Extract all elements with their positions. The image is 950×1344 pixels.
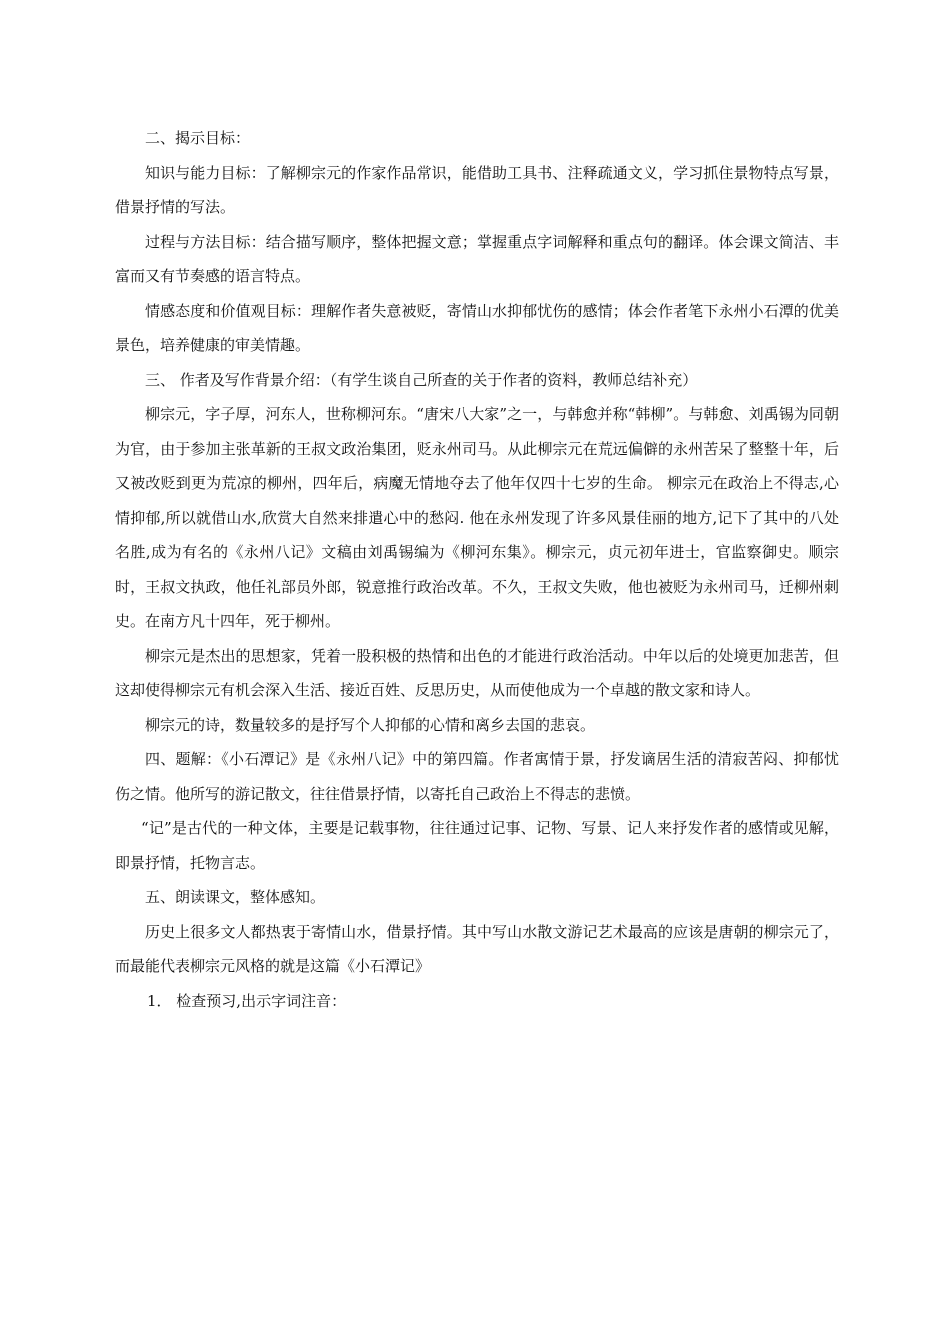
- paragraph-reading-intro: 历史上很多文人都热衷于寄情山水，借景抒情。其中写山水散文游记艺术最高的应该是唐朝的柳宗元了，而最能代表柳宗元风格的就是这篇《小石潭记》: [115, 922, 839, 975]
- paragraph-emotion-goal: 情感态度和价值观目标：理解作者失意被贬，寄情山水抑郁忧伤的感情；体会作者笔下永州小石潭的优美景色，培养健康的审美情趣。: [115, 301, 839, 354]
- list-item-preview-check: 1． 检查预习,出示字词注音：: [147, 991, 347, 1010]
- paragraph-author-bio: 柳宗元，字子厚，河东人，世称柳河东。“唐宋八大家”之一，与韩愈并称“韩柳”。与韩愈、刘禹锡为同朝为官，由于参加主张革新的王叔文政治集团，贬永州司马。从此柳宗元在荒远偏僻的永州苦呆了整整十年，后又被改贬到更为荒凉的柳州，四年后，病魔无情地夺去了他年仅四十七岁的生命。 柳宗元在政治上不得志,心情抑郁,所以就借山水,欣赏大自然来排遣心中的愁闷. 他在永州发现了许多风景佳丽的地方,记下了其中的八处名胜,成为有名的《永州八记》文稿由刘禹锡编为《柳河东集》。柳宗元，贞元初年进士，官监察御史。顺宗时，王叔文执政，他任礼部员外郎，锐意推行政治改革。不久，王叔文失败，他也被贬为永州司马，迁柳州刺史。在南方凡十四年，死于柳州。: [115, 405, 839, 630]
- section-heading-reading: 五、朗读课文，整体感知。: [145, 888, 326, 906]
- section-heading-goals: 二、揭示目标：: [145, 129, 251, 147]
- paragraph-author-poems: 柳宗元的诗，数量较多的是抒写个人抑郁的心情和离乡去国的悲哀。: [145, 715, 596, 734]
- section-heading-author: 三、 作者及写作背景介绍：（有学生谈自己所查的关于作者的资料，教师总结补充）: [145, 370, 698, 389]
- section-heading-title-explanation: 四、题解：《小石潭记》是《永州八记》中的第四篇。作者寓情于景，抒发谪居生活的清寂苦闷、抑郁忧伤之情。他所写的游记散文，往往借景抒情，以寄托自己政治上不得志的悲愤。: [115, 750, 839, 803]
- document-body: [115, 121, 839, 1018]
- paragraph-author-thinker: 柳宗元是杰出的思想家，凭着一股积极的热情和出色的才能进行政治活动。中年以后的处境更加悲苦，但这却使得柳宗元有机会深入生活、接近百姓、反思历史，从而使他成为一个卓越的散文家和诗人。: [115, 646, 839, 699]
- paragraph-knowledge-goal: 知识与能力目标：了解柳宗元的作家作品常识，能借助工具书、注释疏通文义，学习抓住景物特点写景，借景抒情的写法。: [115, 163, 839, 216]
- paragraph-genre-note: “记”是古代的一种文体，主要是记载事物，往往通过记事、记物、写景、记人来抒发作者的感情或见解，即景抒情，托物言志。: [115, 819, 839, 872]
- paragraph-process-goal: 过程与方法目标：结合描写顺序，整体把握文意；掌握重点字词解释和重点句的翻译。体会课文简洁、丰富而又有节奏感的语言特点。: [115, 232, 839, 285]
